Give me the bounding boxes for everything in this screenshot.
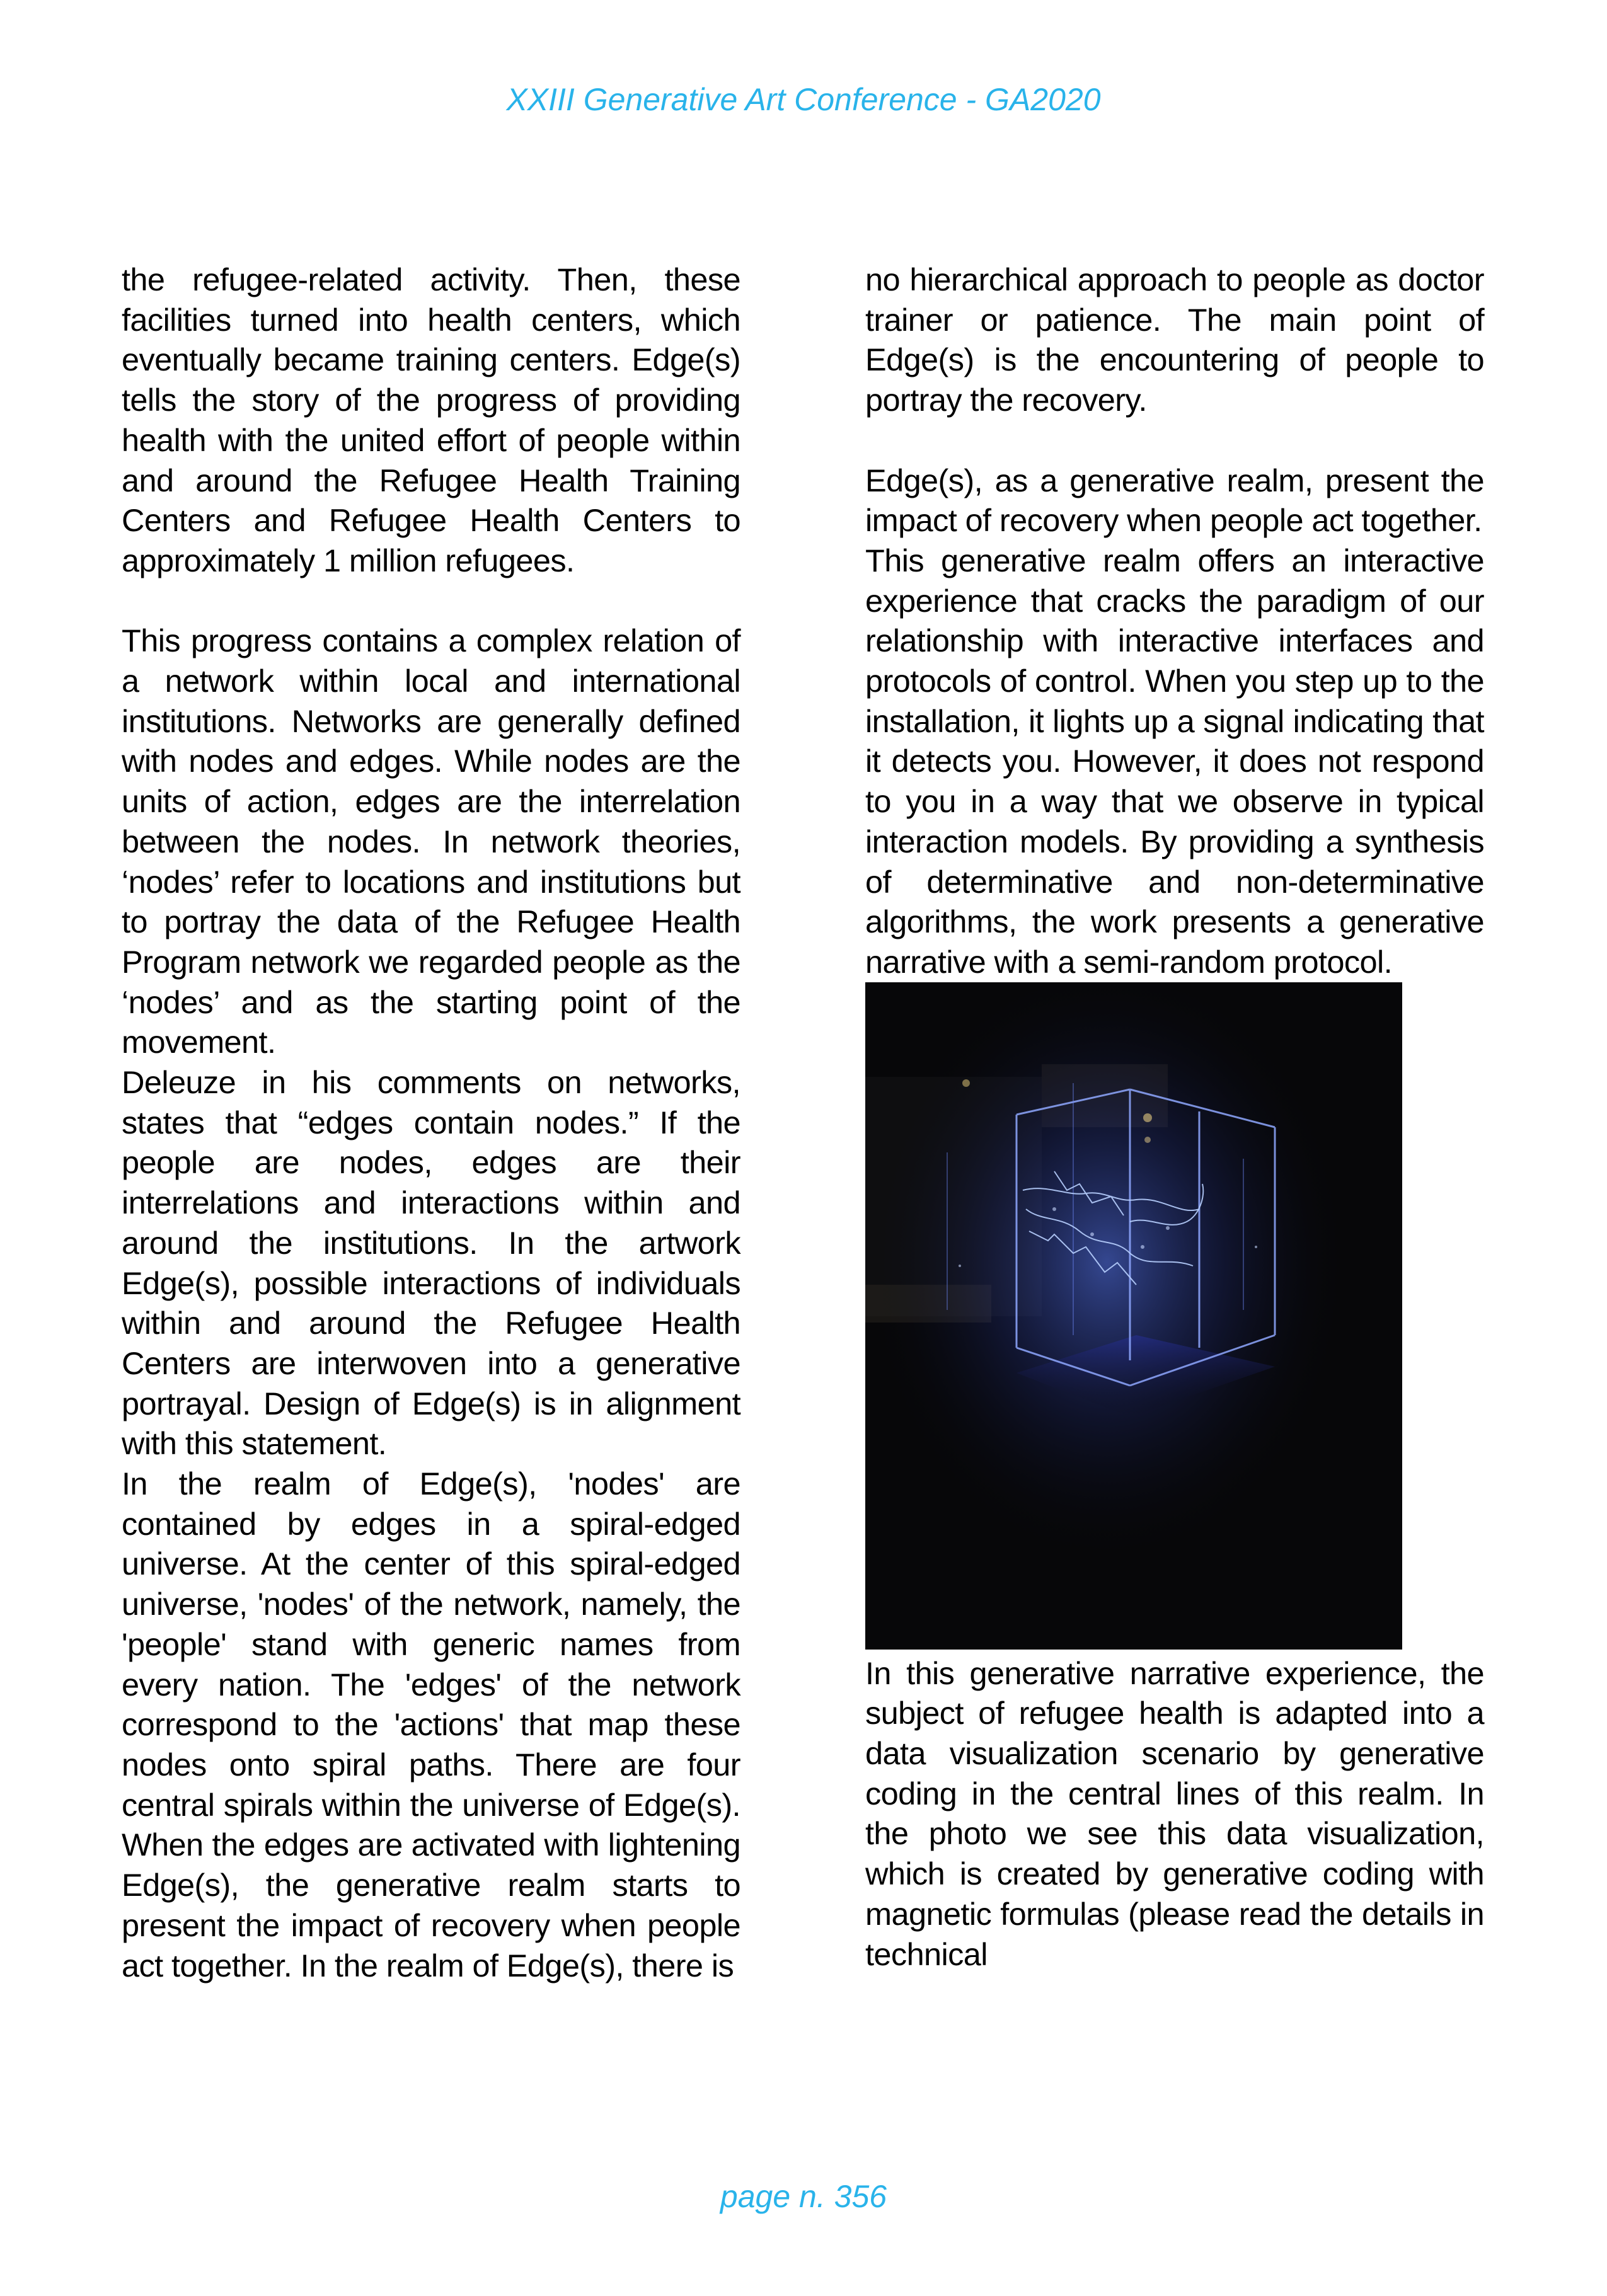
installation-photo (865, 982, 1402, 1650)
left-column (122, 260, 740, 1985)
paragraph: In the realm of Edge(s), 'nodes' are contained by edges in a spiral-edged universe. At the center of this spiral-edged universe, 'nodes' of the network, namely, the 'people' stand with generic names from every nation. The 'edges' of the network correspond to the 'actions' that map these nodes onto spiral paths. There are four central spirals within the universe of Edge(s). When the edges are activated with lightening Edge(s), the generative realm starts to present the impact of recovery when people act together. In the realm of Edge(s), there is (122, 1466, 740, 1983)
paragraph: Deleuze in his comments on networks, states that “edges contain nodes.” If the people are nodes, edges are their interrelations and interactions within and around the institutions. In the artwork Edge(s), possible interactions of individuals within and around the Refugee Health Centers are interwoven into a generative portrayal. Design of Edge(s) is in alignment with this statement. (122, 1064, 740, 1462)
page-number: page n. 356 (720, 2179, 887, 2214)
installation-photo-graphic (865, 982, 1402, 1650)
paragraph: Edge(s), as a generative realm, present the impact of recovery when people act together. (865, 462, 1484, 539)
paragraph: the refugee-related activity. Then, these facilities turned into health centers, which eventually became training centers. Edge(s) tells the story of the progress of providing health with the united effort of people within and around the Refugee Health Training Centers and Refugee Health Centers to approximately 1 million refugees. (122, 261, 740, 578)
paragraph: no hierarchical approach to people as doctor trainer or patience. The main point of Edge(s) is the encountering of people to portray the recovery. (865, 261, 1484, 418)
conference-header: XXIII Generative Art Conference - GA2020 (506, 82, 1101, 117)
right-column (865, 260, 1484, 1974)
paragraph: This generative realm offers an interactive experience that cracks the paradigm of our relationship with interactive interfaces and protocols of control. When you step up to the installation, it lights up a signal indicating that it detects you. However, it does not respond to you in a way that we observe in typical interaction models. By providing a synthesis of determinative and non-determinative algorithms, the work presents a generative narrative with a semi-random protocol. (865, 542, 1484, 980)
paragraph: This progress contains a complex relation of a network within local and international institutions. Networks are generally defined with nodes and edges. While nodes are the units of action, edges are the interrelation between the nodes. In network theories, ‘nodes’ refer to locations and institutions but to portray the data of the Refugee Health Program network we regarded people as the ‘nodes’ and as the starting point of the movement. (122, 623, 740, 1060)
paragraph: In this generative narrative experience, the subject of refugee health is adapted into a data visualization scenario by generative coding in the central lines of this realm. In the photo we see this data visualization, which is created by generative coding with magnetic formulas (please read the details in technical (865, 1655, 1484, 1972)
